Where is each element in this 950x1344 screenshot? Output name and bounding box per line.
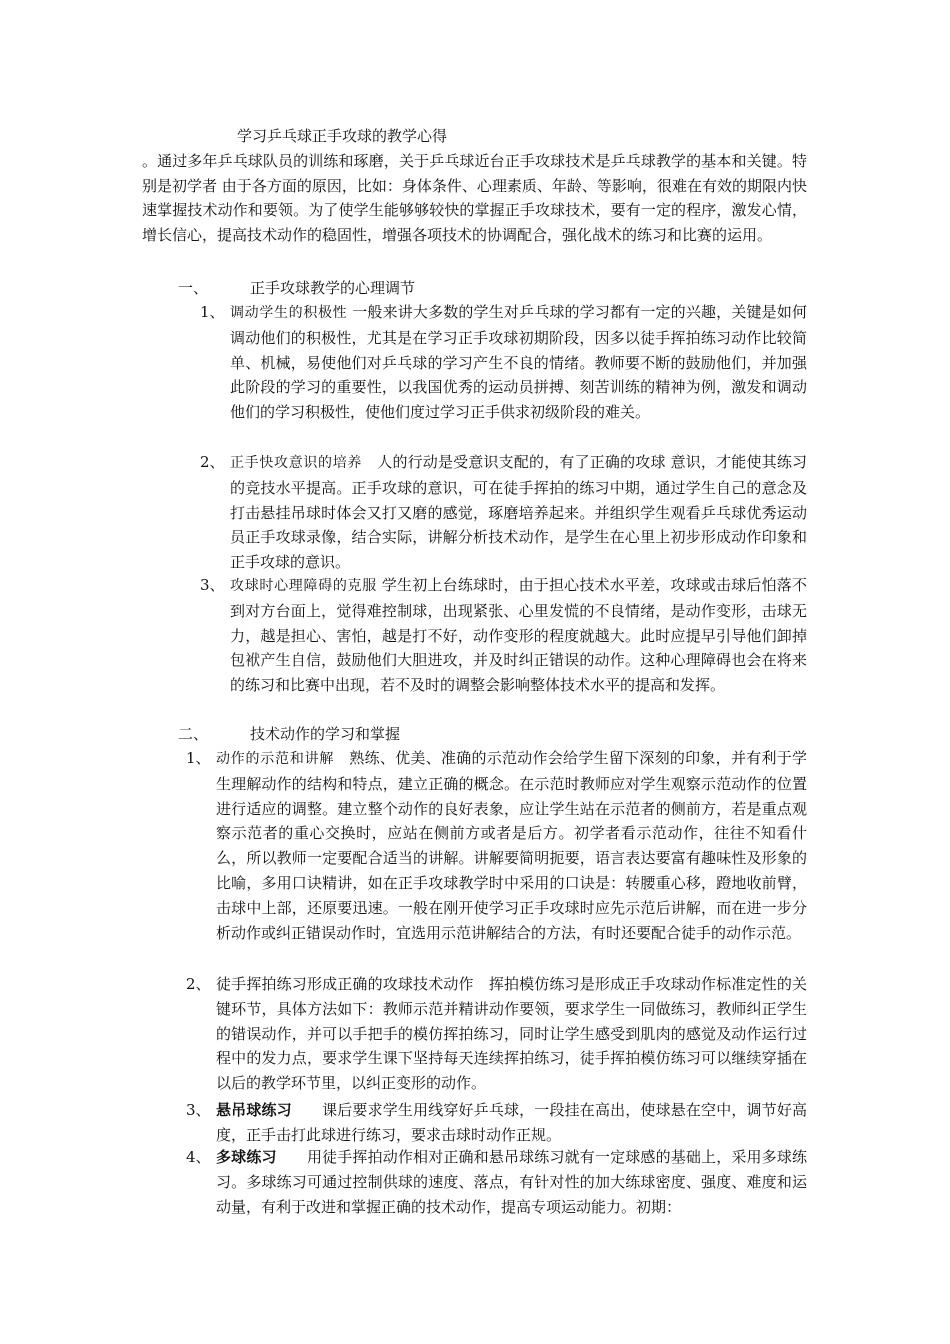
section-number: 二、 [178, 725, 209, 743]
item-number: 2、 [200, 453, 225, 471]
item-heading: 调动学生的积极性 [230, 305, 348, 321]
list-item [200, 300, 807, 425]
list-item [186, 1145, 807, 1219]
item-text: 熟练、优美、准确的示范动作会给学生留下深刻的印象，并有利于学生理解动作的结构和特点，建立正确的概念。在示范时教师应对学生观察示范动作的位置进行适应的调整。建立整个动作的良好表象，应让学生站在示范者的侧前方，若是重点观察示范者的重心交换时，应站在侧前方或者是后方。初学者看示范动作，往往不知看什么，所以教师一定要配合适当的讲解。讲解要简明扼要，语言表达要富有趣味性及形象的比喻，多用口诀精讲，如在正手攻球教学时中采用的口诀是：转腰重心移，蹬地收前臂，击球中上部，还原要迅速。一般在刚开使学习正手攻球时应先示范后讲解，而在进一步分析动作或纠正错误动作时，宜选用示范讲解结合的方法，有时还要配合徒手的动作示范。 [216, 749, 807, 942]
section-title: 技术动作的学习和掌握 [250, 725, 401, 743]
item-number: 3、 [200, 576, 225, 594]
intro-paragraph: 。通过多年乒乓球队员的训练和琢磨，关于乒乓球近台正手攻球技术是乒乓球教学的基本和关键。特别是初学者 由于各方面的原因，比如：身体条件、心理素质、年龄、等影响，很难在有效的期限内快速掌握技术动作和要领。为了使学生能够够较快的掌握正手攻球技术，要有一定的程序，激发心情，增长信心，提高技术动作的稳固性，增强各项技术的协调配合，强化战术的练习和比赛的运用。 [142, 152, 807, 245]
item-number: 2、 [186, 975, 211, 993]
item-body [216, 972, 807, 1096]
item-text: 挥拍模仿练习是形成正手攻球动作标准定性的关键环节，具体方法如下：教师示范并精讲动作要领，要求学生一同做练习，教师纠正学生的错误动作，并可以手把手的模仿挥拍练习，同时让学生感受到肌肉的感觉及动作运行过程中的发力点，要求学生课下坚持每天连续挥拍练习，徒手挥拍模仿练习可以继续穿插在以后的教学环节里，以纠正变形的动作。 [216, 975, 807, 1093]
item-body [216, 746, 807, 945]
list-item [186, 972, 807, 1096]
item-body [216, 1145, 807, 1219]
item-text: 人的行动是受意识支配的，有了正确的攻球 意识，才能使其练习的竞技水平提高。正手攻球的意识，可在徒手挥拍的练习中期，通过学生自己的意念及打击悬挂吊球时体会又打又磨的感觉，琢磨培养起来。并组织学生观看乒乓球优秀运动员正手攻球录像，结合实际，讲解分析技术动作，是学生在心里上初步形成动作印象和正手攻球的意识。 [230, 453, 807, 572]
list-item [186, 1098, 807, 1148]
section-title: 正手攻球教学的心理调节 [250, 279, 416, 297]
item-number: 1、 [200, 303, 225, 321]
item-heading: 正手快攻意识的培养 [230, 455, 363, 471]
item-heading: 徒手挥拍练习形成正确的攻球技术动作 [216, 975, 474, 993]
item-heading: 悬吊球练习 [216, 1101, 292, 1119]
item-text: 一般来讲大多数的学生对乒乓球的学习都有一定的兴趣，关键是如何调动他们的积极性，尤其是在学习正手攻球初期阶段，因多以徒手挥拍练习动作比较简单、机械，易使他们对乒乓球的学习产生不良的情绪。教师要不断的鼓励他们，并加强此阶段的学习的重要性，以我国优秀的运动员拼搏、刻苦训练的精神为例，激发和调动他们的学习积极性，使他们度过学习正手供求初级阶段的难关。 [230, 303, 807, 422]
list-item [186, 746, 807, 945]
section-number: 一、 [178, 279, 209, 297]
list-item [200, 573, 807, 698]
item-heading: 攻球时心理障碍的克服 [230, 578, 377, 594]
item-heading: 动作的示范和讲解 [216, 751, 335, 767]
item-body [216, 1098, 807, 1148]
item-heading: 多球练习 [216, 1148, 277, 1166]
item-body [230, 300, 807, 425]
item-number: 3、 [186, 1101, 211, 1119]
list-item [200, 450, 807, 575]
section-heading-2 [178, 722, 400, 746]
item-text: 学生初上台练球时，由于担心技术水平差，攻球或击球后怕落不到对方台面上，觉得难控制球，出现紧张、心里发慌的不良情绪，是动作变形，击球无力，越是担心、害怕，越是打不好，动作变形的程度就越大。此时应提早引导他们卸掉包袱产生自信，鼓励他们大胆进攻，并及时纠正错误的动作。这种心理障碍也会在将来的练习和比赛中出现，若不及时的调整会影响整体技术水平的提高和发挥。 [230, 576, 807, 695]
document-title: 学习乒乓球正手攻球的教学心得 [237, 127, 448, 145]
item-text: 课后要求学生用线穿好乒乓球，一段挂在高出，使球悬在空中，调节好高度，正手击打此球进行练习，要求击球时动作正规。 [216, 1101, 807, 1144]
item-number: 4、 [186, 1148, 211, 1166]
section-heading-1 [178, 276, 415, 300]
item-number: 1、 [186, 749, 211, 767]
item-text: 用徒手挥拍动作相对正确和悬吊球练习就有一定球感的基础上，采用多球练习。多球练习可通过控制供球的速度、落点，有针对性的加大练球密度、强度、难度和运动量，有利于改进和掌握正确的技术动作，提高专项运动能力。初期： [216, 1148, 807, 1216]
item-body [230, 450, 807, 575]
item-body [230, 573, 807, 698]
